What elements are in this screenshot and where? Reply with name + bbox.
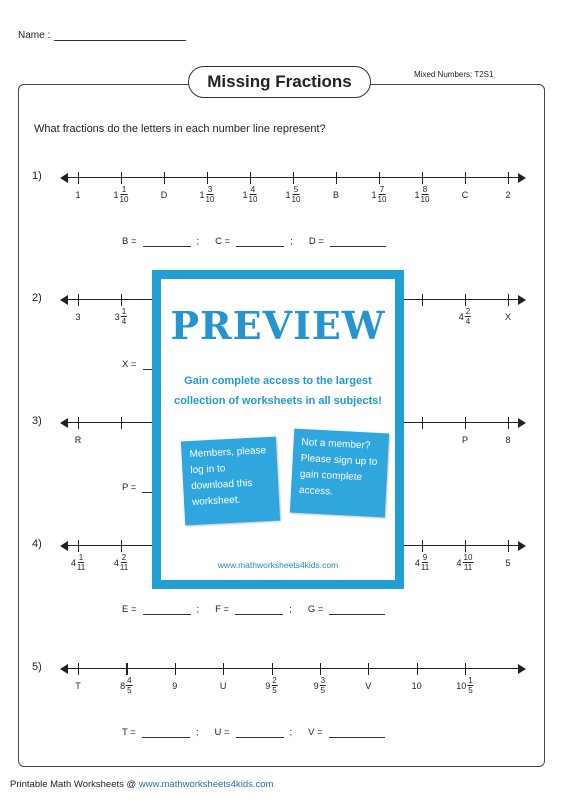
problem-number: 4) xyxy=(32,538,42,550)
whole-part: 1 xyxy=(113,189,119,200)
tick-label xyxy=(115,307,127,326)
tick-label: T xyxy=(75,681,81,691)
whole-part: 1 xyxy=(371,189,377,200)
answer-row xyxy=(122,604,391,615)
tick-mark xyxy=(121,172,122,184)
answer-blank[interactable] xyxy=(329,605,385,615)
tick-label xyxy=(314,676,326,695)
answer-blank[interactable] xyxy=(235,605,283,615)
tick-mark xyxy=(379,172,380,184)
arrow-right-icon xyxy=(518,541,526,551)
whole-part: 1 xyxy=(285,189,291,200)
whole-part: 9 xyxy=(313,680,319,691)
numerator: 8 xyxy=(422,185,428,194)
tick-mark xyxy=(422,294,423,306)
tick-mark xyxy=(293,172,294,184)
tick-mark xyxy=(250,172,251,184)
numerator: 2 xyxy=(121,553,127,562)
denominator: 10 xyxy=(248,195,258,204)
tick-label xyxy=(372,185,387,204)
whole-part: 8 xyxy=(120,680,126,691)
fraction xyxy=(249,185,258,204)
separator: ; xyxy=(290,236,293,247)
answer-blank[interactable] xyxy=(143,605,191,615)
tick-label: V xyxy=(365,681,372,691)
answer-label: C = xyxy=(215,236,231,247)
tick-label xyxy=(457,553,474,572)
tick-label xyxy=(415,553,429,572)
tick-mark xyxy=(121,540,122,552)
tick-mark xyxy=(320,663,321,675)
answer-label: B = xyxy=(122,236,137,247)
answer-blank[interactable] xyxy=(143,237,191,247)
tick-label xyxy=(243,185,258,204)
members-login-card[interactable]: Members, please log in to download this worksheet. xyxy=(181,437,280,526)
tick-label: 9 xyxy=(172,681,178,691)
preview-subtitle-line1: Gain complete access to the largest xyxy=(184,375,372,387)
tick-label xyxy=(120,676,132,695)
tick-mark xyxy=(78,663,79,675)
denominator: 10 xyxy=(205,195,215,204)
fraction xyxy=(463,553,474,572)
fraction xyxy=(77,553,85,572)
footer-link[interactable]: www.mathworksheets4kids.com xyxy=(138,779,274,790)
whole-part: 4 xyxy=(456,557,462,568)
denominator: 5 xyxy=(468,686,473,695)
tick-label: P xyxy=(461,435,469,445)
denominator: 11 xyxy=(463,563,473,572)
tick-mark xyxy=(465,417,466,429)
separator: ; xyxy=(196,236,200,247)
whole-part: 9 xyxy=(265,680,271,691)
fraction xyxy=(126,676,132,695)
numerator: 1 xyxy=(121,185,127,194)
name-label: Name : xyxy=(18,30,51,41)
problem-number: 5) xyxy=(32,661,42,673)
denominator: 5 xyxy=(320,686,326,695)
denominator: 5 xyxy=(127,686,132,695)
denominator: 10 xyxy=(420,195,430,204)
tick-label xyxy=(456,676,473,695)
numerator: 3 xyxy=(207,185,213,194)
fraction xyxy=(320,676,326,695)
answer-label: G = xyxy=(307,604,324,615)
fraction xyxy=(121,307,127,326)
tick-label xyxy=(114,553,128,572)
numerator: 2 xyxy=(272,676,277,685)
number-line-axis xyxy=(66,668,520,669)
name-field xyxy=(18,30,186,41)
whole-part: 1 xyxy=(199,189,205,200)
footer-text: Printable Math Worksheets @ xyxy=(10,779,139,790)
answer-blank[interactable] xyxy=(330,237,386,247)
arrow-left-icon xyxy=(60,173,68,183)
answer-row xyxy=(122,727,391,738)
tick-mark xyxy=(78,294,79,306)
tick-label xyxy=(71,553,85,572)
problem-number: 3) xyxy=(32,415,42,427)
tick-mark xyxy=(465,540,466,552)
fraction xyxy=(378,185,387,204)
tick-mark xyxy=(508,294,509,306)
fraction xyxy=(206,185,215,204)
arrow-left-icon xyxy=(60,418,68,428)
fraction xyxy=(467,676,473,695)
separator: ; xyxy=(195,727,199,738)
numerator: 1 xyxy=(78,553,84,562)
fraction xyxy=(465,307,471,326)
whole-part: 4 xyxy=(113,557,119,568)
numerator: 2 xyxy=(465,307,471,316)
answer-blank[interactable] xyxy=(142,728,190,738)
answer-label: T = xyxy=(122,727,136,738)
tick-label: U xyxy=(219,681,227,691)
whole-part: 3 xyxy=(114,311,120,322)
denominator: 4 xyxy=(465,317,471,326)
tick-mark xyxy=(508,172,509,184)
arrow-right-icon xyxy=(518,173,526,183)
answer-label: D = xyxy=(308,236,324,247)
question-text: What fractions do the letters in each number line represent? xyxy=(34,123,326,135)
preview-subtitle-line2: collection of worksheets in all subjects! xyxy=(174,395,382,407)
tick-mark xyxy=(272,663,273,675)
separator: ; xyxy=(289,727,293,738)
fraction xyxy=(120,553,128,572)
tick-label: 2 xyxy=(505,190,511,200)
tick-mark xyxy=(164,172,165,184)
tick-label xyxy=(459,307,471,326)
numerator: 4 xyxy=(127,676,132,685)
numerator: 10 xyxy=(463,553,473,562)
tick-mark xyxy=(465,663,466,675)
tick-label: X xyxy=(504,312,512,322)
denominator: 10 xyxy=(119,195,129,204)
tick-label xyxy=(286,185,301,204)
tick-mark xyxy=(508,417,509,429)
worksheet-title: Missing Fractions xyxy=(188,66,371,98)
numerator: 4 xyxy=(250,185,256,194)
signup-card[interactable]: Not a member? Please sign up to gain complete access. xyxy=(290,429,389,518)
answer-blank[interactable] xyxy=(236,728,284,738)
tick-mark xyxy=(508,540,509,552)
tick-label xyxy=(265,676,277,695)
tick-label: 1 xyxy=(75,190,81,200)
tick-mark xyxy=(223,663,224,675)
tick-label: D xyxy=(160,190,168,200)
tick-mark xyxy=(422,540,423,552)
answer-label: U = xyxy=(214,727,230,738)
answer-label: E = xyxy=(122,604,137,615)
tick-label xyxy=(415,185,430,204)
tick-label: 10 xyxy=(411,681,422,691)
denominator: 10 xyxy=(377,195,387,204)
tick-mark xyxy=(465,172,466,184)
arrow-right-icon xyxy=(518,418,526,428)
whole-part: 4 xyxy=(70,557,76,568)
answer-label: V = xyxy=(308,727,323,738)
tick-label: 5 xyxy=(505,558,511,568)
fraction xyxy=(120,185,129,204)
numerator: 1 xyxy=(468,676,473,685)
tick-mark xyxy=(422,417,423,429)
answer-row xyxy=(122,236,392,247)
fraction xyxy=(421,185,430,204)
tick-mark xyxy=(417,663,418,675)
problem-number: 1) xyxy=(32,170,42,182)
numerator: 1 xyxy=(121,307,127,316)
numerator: 3 xyxy=(320,676,326,685)
tick-mark xyxy=(78,540,79,552)
tick-mark xyxy=(175,663,176,675)
tick-mark xyxy=(336,172,337,184)
arrow-right-icon xyxy=(518,664,526,674)
whole-part: 10 xyxy=(456,680,467,691)
tick-label: R xyxy=(74,435,82,445)
tick-label: 3 xyxy=(75,312,81,322)
tick-label: C xyxy=(461,190,469,200)
preview-title: PREVIEW xyxy=(170,303,386,348)
tick-label xyxy=(200,185,215,204)
footer xyxy=(10,779,273,790)
tick-mark xyxy=(78,417,79,429)
whole-part: 4 xyxy=(458,311,464,322)
denominator: 11 xyxy=(420,563,430,572)
numerator: 7 xyxy=(379,185,385,194)
fraction xyxy=(271,676,277,695)
answer-label: F = xyxy=(215,604,230,615)
tick-label xyxy=(114,185,129,204)
answer-blank[interactable] xyxy=(236,237,284,247)
tick-mark xyxy=(422,172,423,184)
denominator: 11 xyxy=(76,563,86,572)
tick-mark xyxy=(78,172,79,184)
numerator: 9 xyxy=(422,553,428,562)
tick-mark xyxy=(126,663,127,675)
denominator: 5 xyxy=(272,686,277,695)
denominator: 11 xyxy=(119,563,129,572)
tick-mark xyxy=(121,294,122,306)
arrow-left-icon xyxy=(60,541,68,551)
tick-label: B xyxy=(332,190,340,200)
denominator: 10 xyxy=(291,195,301,204)
whole-part: 1 xyxy=(414,189,420,200)
separator: ; xyxy=(196,604,200,615)
denominator: 4 xyxy=(121,317,127,326)
answer-blank[interactable] xyxy=(329,728,385,738)
fraction xyxy=(421,553,429,572)
name-blank[interactable] xyxy=(54,30,186,41)
tick-mark xyxy=(207,172,208,184)
arrow-left-icon xyxy=(60,664,68,674)
fraction xyxy=(292,185,301,204)
tick-mark xyxy=(121,417,122,429)
whole-part: 4 xyxy=(414,557,420,568)
tick-mark xyxy=(465,294,466,306)
tick-mark xyxy=(368,663,369,675)
worksheet-code: Mixed Numbers: T2S1 xyxy=(414,70,494,79)
tick-label: 8 xyxy=(505,435,511,445)
problem-number: 2) xyxy=(32,292,42,304)
arrow-right-icon xyxy=(518,295,526,305)
separator: ; xyxy=(289,604,292,615)
numerator: 5 xyxy=(293,185,299,194)
preview-overlay xyxy=(152,270,404,589)
answer-label: X = xyxy=(122,359,137,370)
preview-url[interactable]: www.mathworksheets4kids.com xyxy=(217,560,339,570)
preview-subtitle xyxy=(161,371,395,411)
arrow-left-icon xyxy=(60,295,68,305)
preview-panel xyxy=(161,279,395,580)
answer-label: P = xyxy=(122,482,137,493)
whole-part: 1 xyxy=(242,189,248,200)
